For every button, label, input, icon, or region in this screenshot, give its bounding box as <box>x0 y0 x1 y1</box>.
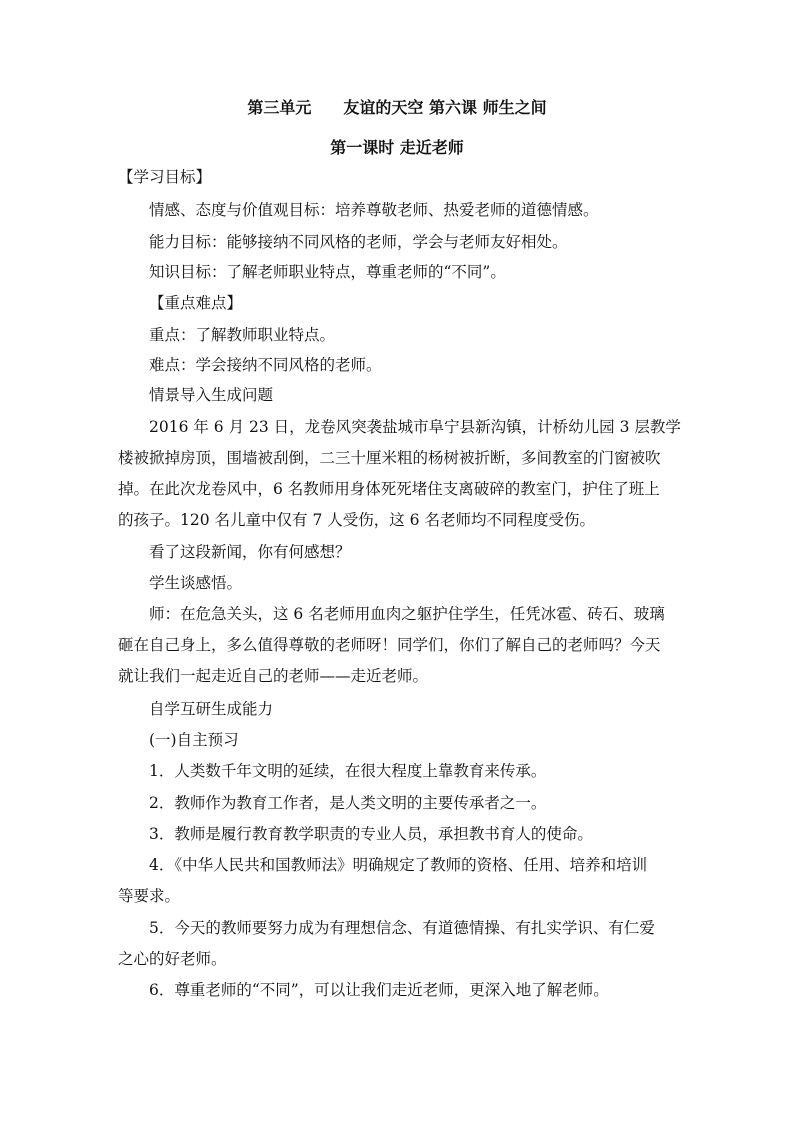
teacher-line: 就让我们一起走近自己的老师——走近老师。 <box>118 667 429 685</box>
list-item: 1．人类数千年文明的延续，在很大程度上靠教育来传承。 <box>149 762 547 780</box>
key-point: 重点：了解教师职业特点。 <box>149 326 336 344</box>
teacher-line: 砸在自己身上，多么值得尊敬的老师呀！同学们，你们了解自己的老师吗？今天 <box>118 636 661 654</box>
document-title: 第三单元 友谊的天空 第六课 师生之间 <box>247 98 547 117</box>
learning-goals-header: 【学习目标】 <box>118 168 212 186</box>
lesson-subtitle: 第一课时 走近老师 <box>330 138 464 157</box>
goal-knowledge: 知识目标：了解老师职业特点，尊重老师的“不同”。 <box>149 263 506 281</box>
list-item: 3．教师是履行教育教学职责的专业人员，承担教书育人的使命。 <box>149 825 593 843</box>
list-item: 2．教师作为教育工作者，是人类文明的主要传承者之一。 <box>149 794 547 812</box>
list-item: 等要求。 <box>118 887 181 905</box>
preview-header: (一)自主预习 <box>149 731 239 749</box>
goal-ability: 能力目标：能够接纳不同风格的老师，学会与老师友好相处。 <box>149 233 568 251</box>
news-line: 2016 年 6 月 23 日，龙卷风突袭盐城市阜宁县新沟镇，计桥幼儿园 3 层教学 <box>149 418 681 436</box>
news-line: 的孩子。120 名儿童中仅有 7 人受伤，这 6 名老师均不同程度受伤。 <box>118 511 595 529</box>
list-item: 4．《中华人民共和国教师法》明确规定了教师的资格、任用、培养和培训 <box>149 856 648 874</box>
list-item: 5．今天的教师要努力成为有理想信念、有道德情操、有扎实学识、有仁爱 <box>149 919 655 937</box>
teacher-line: 师：在危急关头，这 6 名老师用血肉之躯护住学生，任凭冰雹、砖石、玻璃 <box>149 605 665 623</box>
section-self-study: 自学互研生成能力 <box>149 700 274 718</box>
list-item: 之心的好老师。 <box>118 950 227 968</box>
goal-emotion: 情感、态度与价值观目标：培养尊敬老师、热爱老师的道德情感。 <box>149 201 599 219</box>
list-item: 6．尊重老师的“不同”，可以让我们走近老师，更深入地了解老师。 <box>149 981 609 999</box>
key-points-header: 【重点难点】 <box>149 294 243 312</box>
question: 看了这段新闻，你有何感想？ <box>149 543 351 561</box>
student-talk: 学生谈感悟。 <box>149 574 243 592</box>
difficult-point: 难点：学会接纳不同风格的老师。 <box>149 356 382 374</box>
news-line: 掉。在此次龙卷风中，6 名教师用身体死死堵住支离破碎的教室门，护住了班上 <box>118 480 660 498</box>
news-line: 楼被掀掉房顶，围墙被刮倒，二三十厘米粗的杨树被折断，多间教室的门窗被吹 <box>118 449 661 467</box>
section-intro: 情景导入生成问题 <box>149 386 274 404</box>
